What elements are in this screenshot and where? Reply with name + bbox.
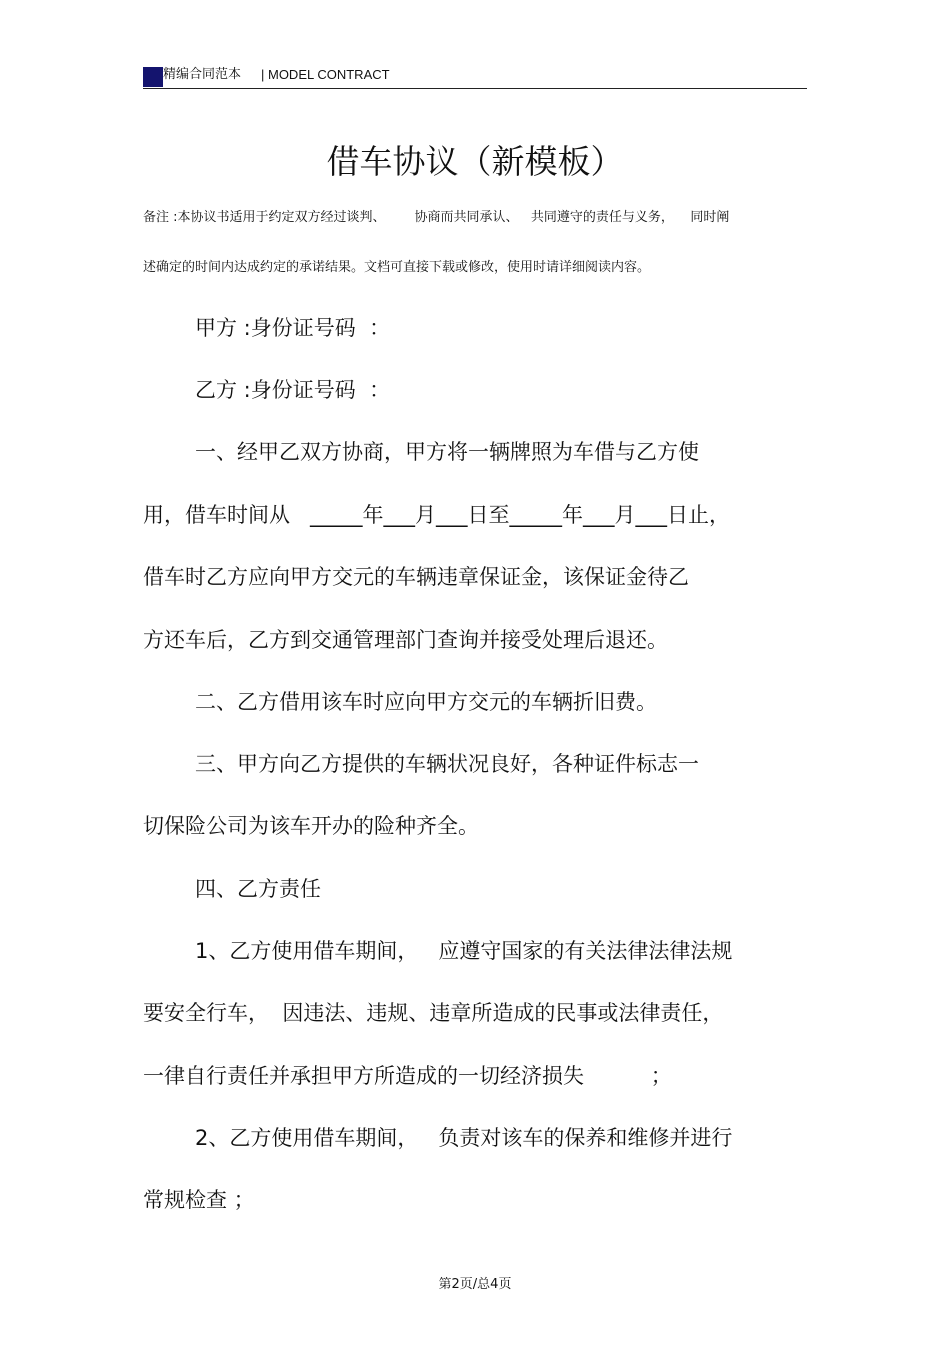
- clause-1-line-2: 用，借车时间从 _____年___月___日至_____年___月___日止，: [143, 503, 731, 527]
- note-line-1: 备注 :本协议书适用于约定双方经过谈判、 协商而共同承认、 共同遵守的责任与义务， 同时阐: [143, 210, 730, 225]
- clause-4-heading: 四、乙方责任: [195, 877, 321, 901]
- document-title: 借车协议（新模板）: [326, 142, 624, 181]
- clause-1-line-1: 一、经甲乙双方协商，甲方将一辆牌照为车借与乙方使: [195, 440, 699, 464]
- note-line-2: 述确定的时间内达成约定的承诺结果。文档可直接下载或修改，使用时请详细阅读内容。: [143, 260, 651, 275]
- party-b-line: 乙方 :身份证号码 ：: [195, 378, 391, 402]
- clause-3-line-2: 切保险公司为该车开办的险种齐全。: [143, 814, 479, 838]
- clause-3-line-1: 三、甲方向乙方提供的车辆状况良好，各种证件标志一: [195, 752, 699, 776]
- page-header: [143, 66, 807, 89]
- model-contract-label: | MODEL CONTRACT: [261, 67, 390, 82]
- clause-1-line-3: 借车时乙方应向甲方交元的车辆违章保证金，该保证金待乙: [143, 565, 689, 589]
- item-1-line-3: 一律自行责任并承担甲方所造成的一切经济损失 ；: [143, 1064, 672, 1088]
- party-a-line: 甲方 :身份证号码 ：: [195, 316, 391, 340]
- clause-1-line-4: 方还车后，乙方到交通管理部门查询并接受处理后退还。: [143, 628, 668, 652]
- item-2-line-1: 2、乙方使用借车期间， 负责对该车的保养和维修并进行: [195, 1126, 733, 1150]
- page-indicator: 第2页/总4页: [438, 1277, 512, 1292]
- brand-logo-icon: [143, 67, 163, 87]
- item-1-line-1: 1、乙方使用借车期间， 应遵守国家的有关法律法律法规: [195, 939, 733, 963]
- item-1-line-2: 要安全行车， 因违法、违规、违章所造成的民事或法律责任，: [143, 1001, 724, 1025]
- item-2-line-2: 常规检查 ；: [143, 1188, 255, 1212]
- clause-2: 二、乙方借用该车时应向甲方交元的车辆折旧费。: [195, 690, 657, 714]
- brand-name: 精编合同范本: [163, 67, 242, 82]
